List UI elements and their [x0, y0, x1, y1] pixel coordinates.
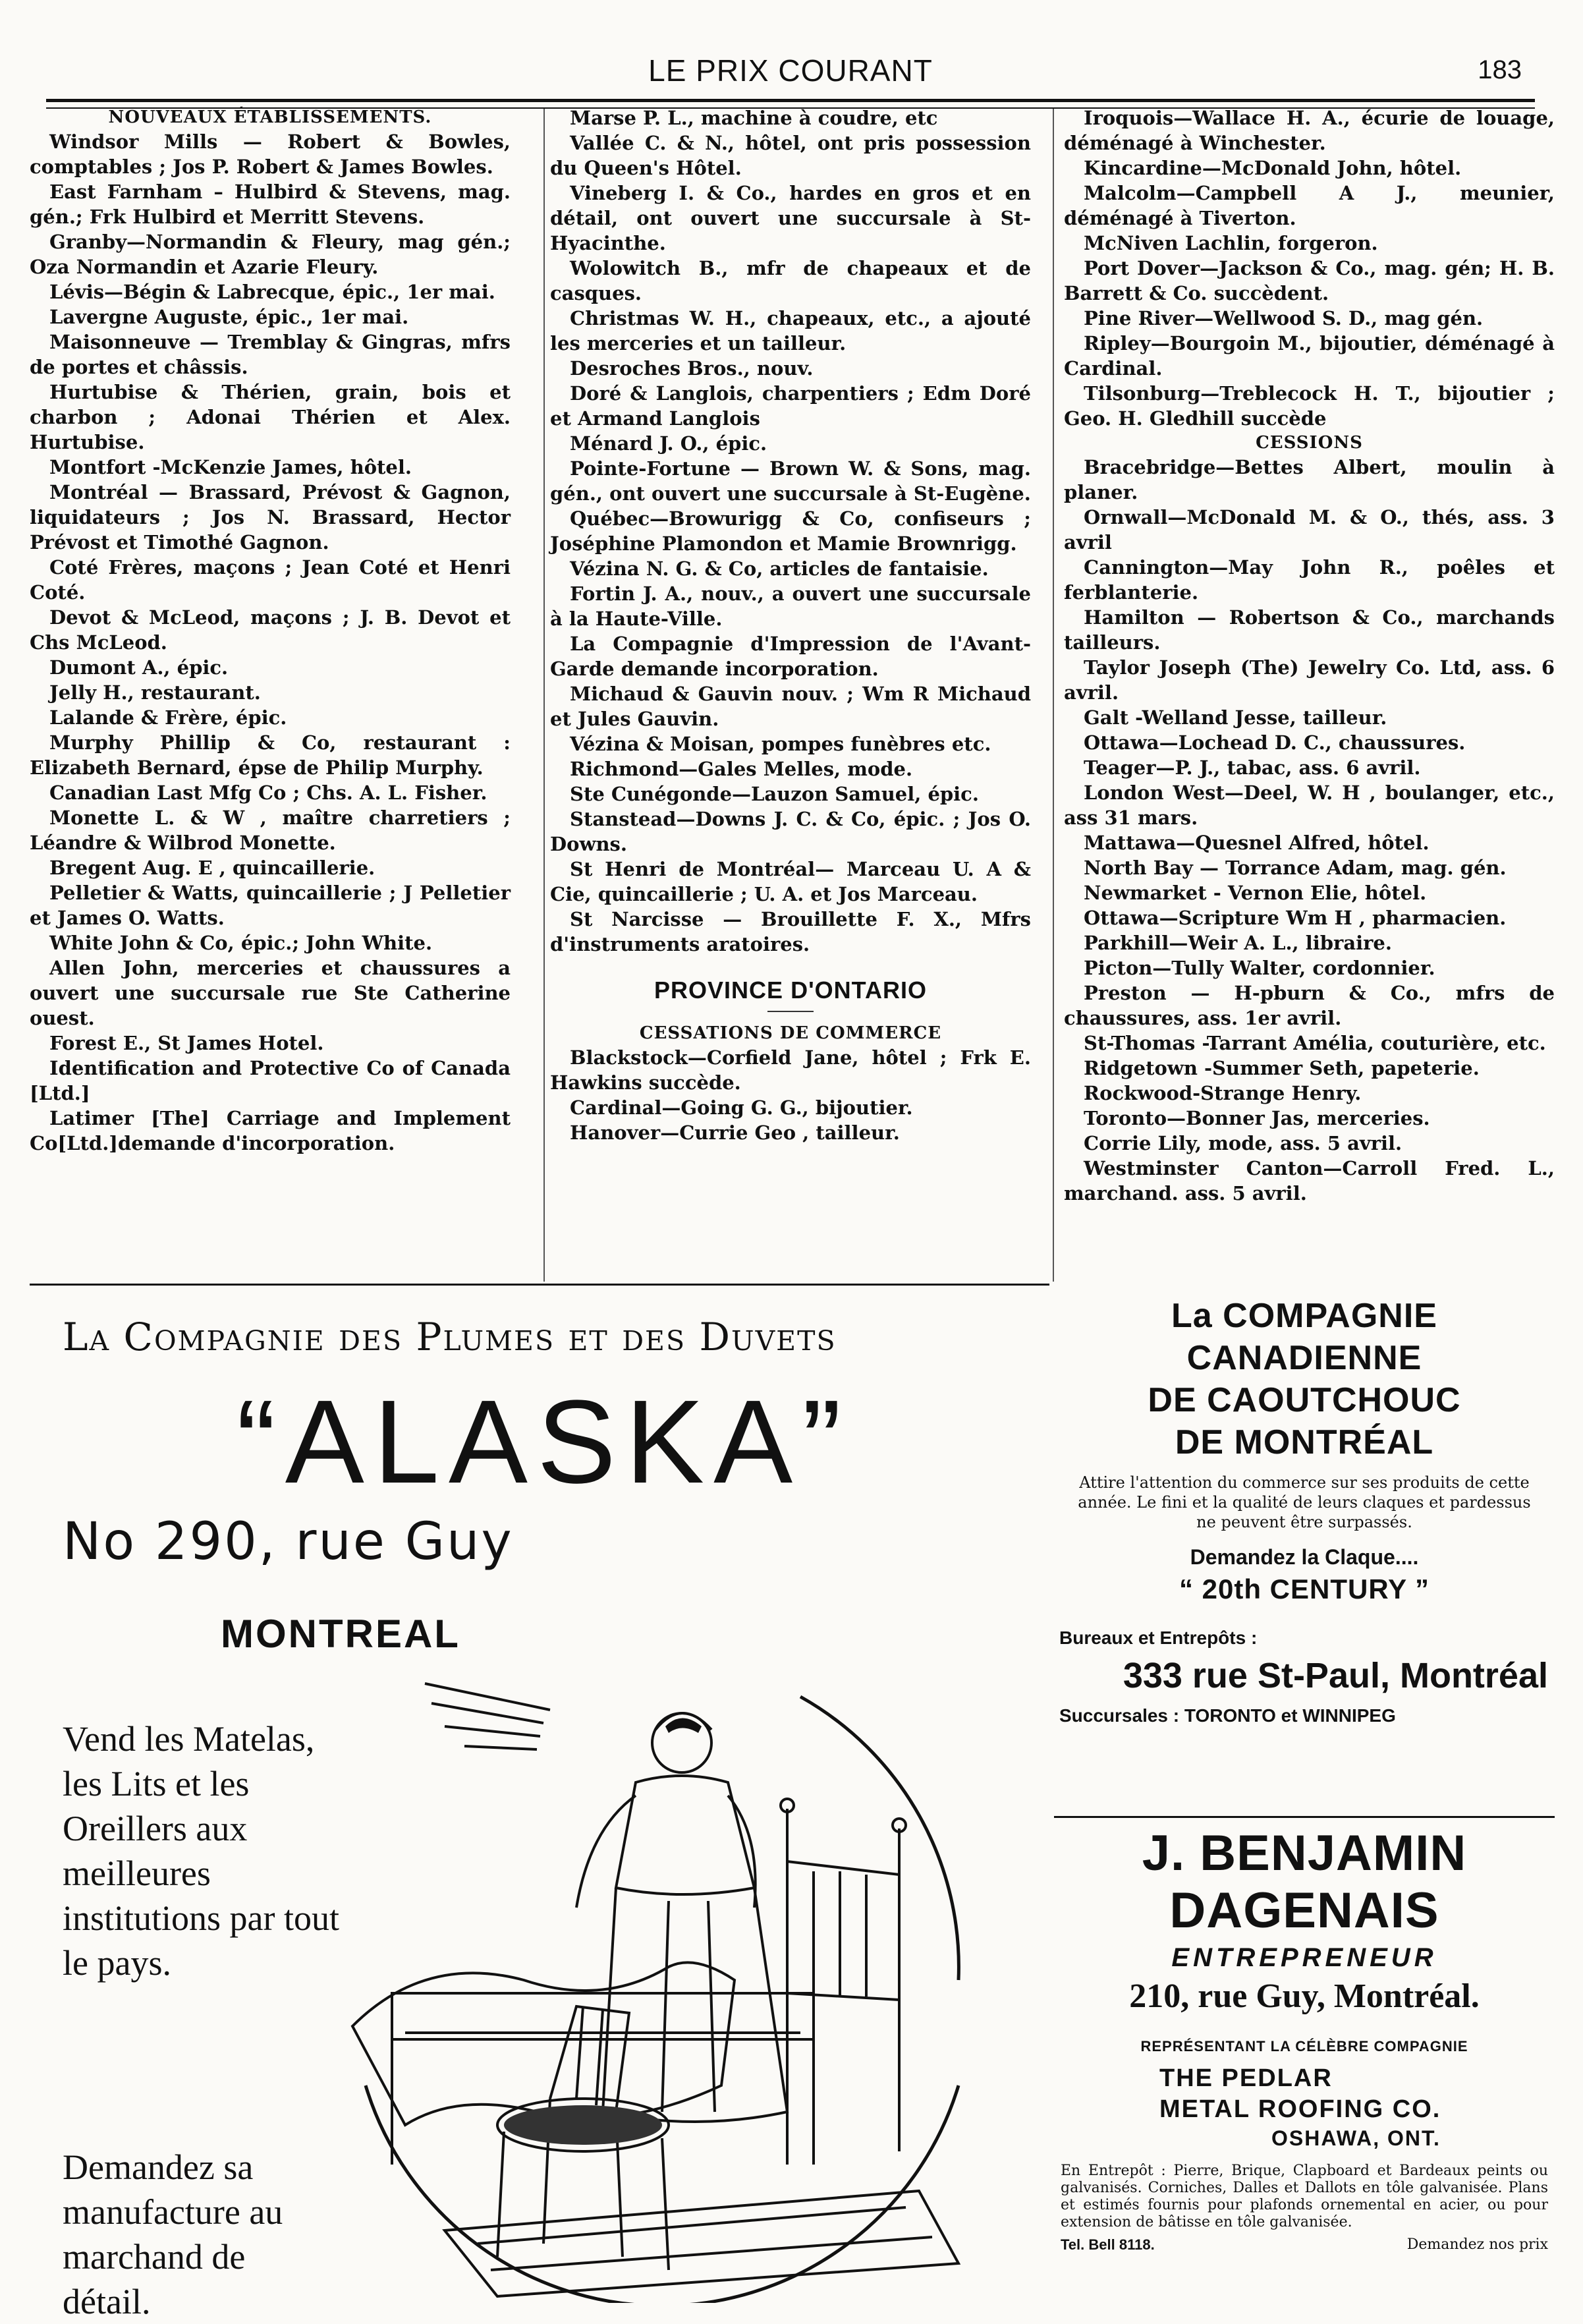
listing-entry: Ottawa—Scripture Wm H , pharmacien.	[1084, 907, 1507, 929]
listing-entry: Fortin J. A., nouv., a ouvert une succursale à la Haute-Ville.	[550, 582, 1031, 630]
listing-entry: Montfort -McKenzie James, hôtel.	[49, 456, 412, 478]
listing-entry: North Bay — Torrance Adam, mag. gén.	[1084, 857, 1507, 879]
listing-entry: Granby—Normandin & Fleury, mag gén.; Oza Normandin et Azarie Fleury.	[30, 231, 511, 278]
listing-entry: Ste Cunégonde—Lauzon Samuel, épic.	[570, 783, 979, 805]
listing-entry: Wolowitch B., mfr de chapeaux et de casques.	[550, 257, 1031, 304]
listing-entry: Blackstock—Corfield Jane, hôtel ; Frk E. Hawkins succède.	[550, 1046, 1031, 1094]
listing-entry: Richmond—Gales Melles, mode.	[570, 758, 913, 780]
listing-entry: Galt -Welland Jesse, tailleur.	[1084, 706, 1387, 729]
listing-entry: Forest E., St James Hotel.	[49, 1032, 324, 1054]
column-divider	[1053, 109, 1054, 1282]
listing-entry: Vallée C. & N., hôtel, ont pris possession du Queen's Hôtel.	[550, 132, 1031, 179]
listing-entry: Port Dover—Jackson & Co., mag. gén; H. B. Barrett & Co. succèdent.	[1064, 257, 1555, 304]
rubber-company-name	[1054, 1295, 1555, 1463]
listing-entry: Bregent Aug. E , quincaillerie.	[49, 857, 375, 879]
rubber-demand: Demandez la Claque....	[1190, 1545, 1419, 1569]
dagenais-telephone: Tel. Bell 8118.	[1061, 2236, 1155, 2253]
dagenais-address: 210, rue Guy, Montréal.	[1129, 1977, 1480, 2015]
alaska-address: No 290, rue Guy	[63, 1512, 514, 1572]
column-divider	[543, 109, 545, 1282]
page-header	[46, 40, 1535, 112]
listing-entry: Identification and Protective Co of Canada [Ltd.]	[30, 1057, 511, 1104]
listing-entry: Hanover—Currie Geo , tailleur.	[570, 1121, 900, 1144]
listing-entry: Corrie Lily, mode, ass. 5 avril.	[1084, 1132, 1402, 1154]
listing-entry: Christmas W. H., chapeaux, etc., a ajouté les merceries et un tailleur.	[550, 307, 1031, 354]
listing-entry: Jelly H., restaurant.	[49, 681, 261, 704]
column-quebec-ontario	[550, 105, 1031, 1145]
listing-entry: Coté Frères, maçons ; Jean Coté et Henri Coté.	[30, 556, 511, 604]
pedlar-name: THE PEDLAR	[1159, 2064, 1333, 2092]
listing-entry: St Narcisse — Brouillette F. X., Mfrs d'instruments aratoires.	[550, 908, 1031, 955]
pedlar-company: METAL ROOFING CO.	[1159, 2095, 1441, 2123]
listing-entry: Westminster Canton—Carroll Fred. L., marchand. ass. 5 avril.	[1064, 1157, 1555, 1205]
page-title: LE PRIX COURANT	[648, 53, 933, 88]
listing-entry: Vézina N. G. & Co, articles de fantaisie.	[570, 557, 989, 580]
alaska-call-to-action: Demandez sa manufacture au marchand de détail.	[63, 2147, 283, 2321]
listing-entry: Doré & Langlois, charpentiers ; Edm Doré et Armand Langlois	[550, 382, 1031, 430]
pedlar-location: OSHAWA, ONT.	[1271, 2126, 1441, 2150]
rubber-address: 333 rue St-Paul, Montréal	[1123, 1656, 1548, 1695]
dagenais-prices: Demandez nos prix	[1406, 2236, 1548, 2253]
listing-entry: McNiven Lachlin, forgeron.	[1084, 232, 1378, 254]
listing-entry: Pointe-Fortune — Brown W. & Sons, mag. gén., ont ouvert une succursale à St-Eugène.	[550, 457, 1031, 505]
listing-entry: Preston — H-pburn & Co., mfrs de chaussures, ass. 1er avril.	[1064, 982, 1555, 1029]
listing-entry: Ripley—Bourgoin M., bijoutier, déménagé à Cardinal.	[1064, 332, 1555, 380]
listing-entry: Mattawa—Quesnel Alfred, hôtel.	[1084, 832, 1430, 854]
alaska-brand: “ALASKA”	[236, 1376, 851, 1508]
section-rule	[767, 1011, 814, 1012]
listing-entry: Dumont A., épic.	[49, 656, 229, 679]
rubber-product-name: “ 20th CENTURY ”	[1179, 1573, 1430, 1604]
column-ontario-cessions	[1064, 105, 1555, 1206]
alaska-company-name: La Compagnie des Plumes et des Duvets	[63, 1315, 837, 1359]
listing-entry: Malcolm—Campbell A J., meunier, déménagé à Tiverton.	[1064, 182, 1555, 229]
dagenais-footer	[1061, 2236, 1548, 2253]
listing-entry: Windsor Mills — Robert & Bowles, comptables ; Jos P. Robert & James Bowles.	[30, 130, 511, 178]
listing-entry: Cannington—May John R., poêles et ferblanterie.	[1064, 556, 1555, 604]
rubber-company-line: DE MONTRÉAL	[1175, 1423, 1434, 1461]
listing-entry: Teager—P. J., tabac, ass. 6 avril.	[1084, 756, 1421, 779]
alaska-advertisement	[30, 1295, 1051, 2321]
listing-entry: Bracebridge—Bettes Albert, moulin à planer.	[1064, 456, 1555, 503]
listing-entry: Montréal — Brassard, Prévost & Gagnon, liquidateurs ; Jos N. Brassard, Hector Prévost et Timothé Gagnon.	[30, 481, 511, 553]
listing-entry: Toronto—Bonner Jas, merceries.	[1084, 1107, 1430, 1129]
listing-entry: Québec—Browurigg & Co, confiseurs ; Joséphine Plamondon et Mamie Brownrigg.	[550, 507, 1031, 555]
dagenais-represents: REPRÉSENTANT LA CÉLÈBRE COMPAGNIE	[1140, 2038, 1468, 2055]
listing-entry: Latimer [The] Carriage and Implement Co[Ltd.]demande d'incorporation.	[30, 1107, 511, 1154]
dagenais-role: ENTREPRENEUR	[1171, 1943, 1437, 1972]
column-quebec-new-businesses	[30, 105, 511, 1156]
listing-entry: Hamilton — Robertson & Co., marchands tailleurs.	[1064, 606, 1555, 654]
listing-entry: Lévis—Bégin & Labrecque, épic., 1er mai.	[49, 281, 495, 303]
listing-entry: Stanstead—Downs J. C. & Co, épic. ; Jos O. Downs.	[550, 808, 1031, 855]
alaska-city: MONTREAL	[221, 1612, 460, 1656]
dagenais-name: J. BENJAMIN DAGENAIS	[1142, 1825, 1467, 1939]
listing-entry: Devot & McLeod, maçons ; J. B. Devot et Chs McLeod.	[30, 606, 511, 654]
listing-entry: St-Thomas -Tarrant Amélia, couturière, etc.	[1084, 1032, 1546, 1054]
listing-entry: London West—Deel, W. H , boulanger, etc., ass 31 mars.	[1064, 781, 1555, 829]
listing-entry: Murphy Phillip & Co, restaurant : Elizabeth Bernard, épse de Philip Murphy.	[30, 731, 511, 779]
listing-entry: Marse P. L., machine à coudre, etc	[570, 107, 938, 129]
listing-entry: Iroquois—Wallace H. A., écurie de louage, déménagé à Winchester.	[1064, 107, 1555, 154]
page-number: 183	[1478, 55, 1522, 84]
rubber-offices-label: Bureaux et Entrepôts :	[1059, 1628, 1258, 1648]
listing-entry: Monette L. & W , maître charretiers ; Léandre & Wilbrod Monette.	[30, 807, 511, 854]
listing-entry: Lavergne Auguste, épic., 1er mai.	[49, 306, 409, 328]
maid-making-bed-illustration	[326, 1611, 985, 2303]
listing-entry: St Henri de Montréal— Marceau U. A & Cie, quincaillerie ; U. A. et Jos Marceau.	[550, 858, 1031, 905]
listing-entry: Hurtubise & Thérien, grain, bois et charbon ; Adonai Thérien et Alex. Hurtubise.	[30, 381, 511, 453]
section-heading: NOUVEAUX ÉTABLISSEMENTS.	[108, 107, 432, 127]
listing-entry: Pine River—Wellwood S. D., mag gén.	[1084, 307, 1484, 329]
listing-entry: Cardinal—Going G. G., bijoutier.	[570, 1096, 913, 1119]
dagenais-description: En Entrepôt : Pierre, Brique, Clapboard et Bardeaux peints ou galvanisés. Corniches, Dalles et Dallots en tôle galvanisée. Plans et estimés fournis pour plafonds ornemental en acier, ou pour extension de bâtisse en tôle galvanisée.	[1061, 2163, 1548, 2230]
section-heading: CESSIONS	[1256, 433, 1363, 453]
listing-entry: East Farnham – Hulbird & Stevens, mag. gén.; Frk Hulbird et Merritt Stevens.	[30, 181, 511, 228]
listing-entry: Tilsonburg—Treblecock H. T., bijoutier ; Geo. H. Gledhill succède	[1064, 382, 1555, 430]
rubber-company-line: La COMPAGNIE CANADIENNE	[1171, 1297, 1437, 1377]
listing-entry: Ménard J. O., épic.	[570, 432, 767, 455]
listing-entry: Rockwood-Strange Henry.	[1084, 1082, 1362, 1104]
listing-entry: Vézina & Moisan, pompes funèbres etc.	[570, 733, 991, 755]
section-heading: CESSATIONS DE COMMERCE	[639, 1023, 942, 1043]
ad-divider	[1054, 1816, 1555, 1818]
rubber-branches: Succursales : TORONTO et WINNIPEG	[1059, 1705, 1396, 1726]
listing-entry: Vineberg I. & Co., hardes en gros et en détail, ont ouvert une succursale à St-Hyacinthe.	[550, 182, 1031, 254]
listing-entry: Ornwall—McDonald M. & O., thés, ass. 3 avril	[1064, 506, 1555, 553]
listing-entry: Pelletier & Watts, quincaillerie ; J Pelletier et James O. Watts.	[30, 882, 511, 929]
listing-entry: Michaud & Gauvin nouv. ; Wm R Michaud et Jules Gauvin.	[550, 683, 1031, 730]
dagenais-advertisement	[1054, 1799, 1555, 2253]
rubber-description: Attire l'attention du commerce sur ses produits de cette année. Le fini et la qualité de leurs claques et pardessus ne peuvent être surpassés.	[1078, 1473, 1531, 1531]
listing-entry: Maisonneuve — Tremblay & Gingras, mfrs de portes et châssis.	[30, 331, 511, 378]
listing-entry: Lalande & Frère, épic.	[49, 706, 287, 729]
alaska-description: Vend les Matelas, les Lits et les Oreillers aux meilleures institutions par tout le pays.	[63, 1719, 340, 1983]
section-heading: PROVINCE D'ONTARIO	[654, 977, 927, 1004]
ads-separator	[30, 1284, 1049, 1286]
listing-entry: Taylor Joseph (The) Jewelry Co. Ltd, ass. 6 avril.	[1064, 656, 1555, 704]
listing-entry: Picton—Tully Walter, cordonnier.	[1084, 957, 1435, 979]
listing-entry: La Compagnie d'Impression de l'Avant-Garde demande incorporation.	[550, 633, 1031, 680]
listing-entry: Kincardine—McDonald John, hôtel.	[1084, 157, 1462, 179]
listing-entry: Desroches Bros., nouv.	[570, 357, 814, 380]
rubber-company-line: DE CAOUTCHOUC	[1148, 1381, 1461, 1419]
listing-entry: Ridgetown -Summer Seth, papeterie.	[1084, 1057, 1480, 1079]
listing-entry: Parkhill—Weir A. L., libraire.	[1084, 932, 1392, 954]
listing-entry: White John & Co, épic.; John White.	[49, 932, 433, 954]
listing-entry: Newmarket - Vernon Elie, hôtel.	[1084, 882, 1427, 904]
listing-entry: Allen John, merceries et chaussures a ouvert une succursale rue Ste Catherine ouest.	[30, 957, 511, 1029]
rubber-company-advertisement	[1054, 1295, 1555, 1726]
listing-entry: Ottawa—Lochead D. C., chaussures.	[1084, 731, 1466, 754]
listing-entry: Canadian Last Mfg Co ; Chs. A. L. Fisher.	[49, 781, 487, 804]
